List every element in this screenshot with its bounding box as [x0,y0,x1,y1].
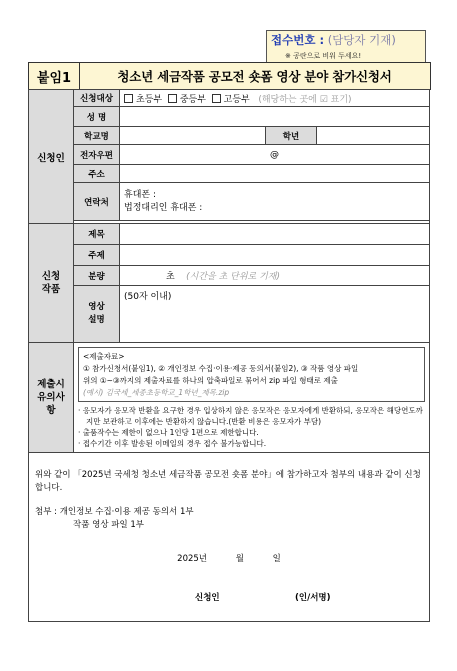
receipt-label: 접수번호 : [271,33,325,47]
signature-line [35,592,423,606]
target-hint: (해당하는 곳에 ☑ 표기) [258,94,352,105]
form-title: 청소년 세금작품 공모전 숏폼 영상 분야 참가신청서 [117,69,392,84]
submission-box-example: (예시) 김국세_세종초등학교_1학년_제목.zip [83,388,230,397]
theme-label: 주제 [74,245,120,266]
option-middle[interactable]: 중등부 [168,95,206,105]
checkbox-icon[interactable] [212,94,221,103]
attachment-2: 작품 영상 파일 1부 [73,519,144,530]
theme-field[interactable] [120,245,430,266]
receipt-value-hint: (담당자 기재) [327,33,396,47]
email-label: 전자우편 [74,145,120,165]
submission-note: · 접수기간 이후 발송된 이메일의 경우 접수 불가능합니다. [78,439,267,448]
description-hint: (50자 이내) [124,292,172,302]
section-applicant: 신청인 [29,90,74,224]
name-label: 성 명 [74,107,120,127]
length-unit: 초 [166,272,175,282]
submission-note: · 출품작수는 제한이 없으나 1인당 1편으로 제한합니다. [78,428,259,437]
grade-field[interactable] [317,127,430,145]
length-label: 분량 [74,266,120,286]
signature-field[interactable]: (인/서명) [295,592,331,603]
target-options[interactable] [120,90,430,107]
submission-box-line2: 위의 ①~③까지의 제출자료를 하나의 압축파일로 묶어서 zip 파일 형태로 제출 [83,376,338,385]
checkbox-icon[interactable] [168,94,177,103]
school-label: 학교명 [74,127,120,145]
application-date: 2025년 월 일 [177,553,281,564]
grade-label: 학년 [266,127,317,145]
submission-notes [74,343,430,453]
contact-phone: 휴대폰 : [124,189,156,200]
attachment-1: 첨부 : 개인정보 수집·이용 제공 동의서 1부 [35,506,194,517]
address-label: 주소 [74,165,120,183]
work-title-field[interactable] [120,224,430,245]
contact-label: 연락처 [74,183,120,221]
description-field[interactable] [120,286,430,343]
contact-field[interactable] [120,183,430,221]
section-work: 신청 작품 [29,224,74,343]
target-label: 신청대상 [74,90,120,107]
description-label: 영상 설명 [74,286,120,343]
work-title-label: 제목 [74,224,120,245]
receipt-number-box [266,30,426,64]
submission-box-title: <제출자료> [83,352,125,361]
length-hint: (시간을 초 단위로 기재) [186,272,281,282]
contact-guardian-phone: 법정대리인 휴대폰 : [124,202,203,213]
declaration [29,453,430,622]
submission-box-line1: ① 참가신청서(붙임1), ② 개인정보 수집·이용·제공 동의서(붙임2), ③ 작품 영상 파일 [83,364,359,373]
option-elementary[interactable]: 초등부 [124,95,162,105]
application-form-table [28,89,430,622]
receipt-note: ※ 공란으로 비워 두세요! [285,52,362,60]
submission-box [78,347,425,402]
length-field[interactable] [120,266,430,286]
form-title-bar [28,62,431,90]
email-at-sign: @ [270,149,279,160]
email-field[interactable] [120,145,430,165]
signer-label: 신청인 [195,592,220,603]
name-field[interactable] [120,107,430,127]
address-field[interactable] [120,165,430,183]
option-high[interactable]: 고등부 [212,95,250,105]
checkbox-icon[interactable] [124,94,133,103]
submission-note: · 응모자가 응모작 반환을 요구한 경우 입상하지 않은 응모작은 응모자에게 반환하되, 응모작은 해당연도까지만 보관하고 이후에는 반환하지 않습니다.(반환 비용은 응모자가 부담) [78,406,423,426]
declaration-text: 위와 같이 「2025년 국세청 청소년 세금작품 공모전 숏폼 분야」에 참가하고자 첨부의 내용과 같이 신청합니다. [35,469,421,493]
school-field[interactable] [120,127,266,145]
submission-note-list [78,405,425,452]
section-submission-notes: 제출시 유의사항 [29,343,74,453]
attachment-code: 붙임1 [29,63,80,89]
